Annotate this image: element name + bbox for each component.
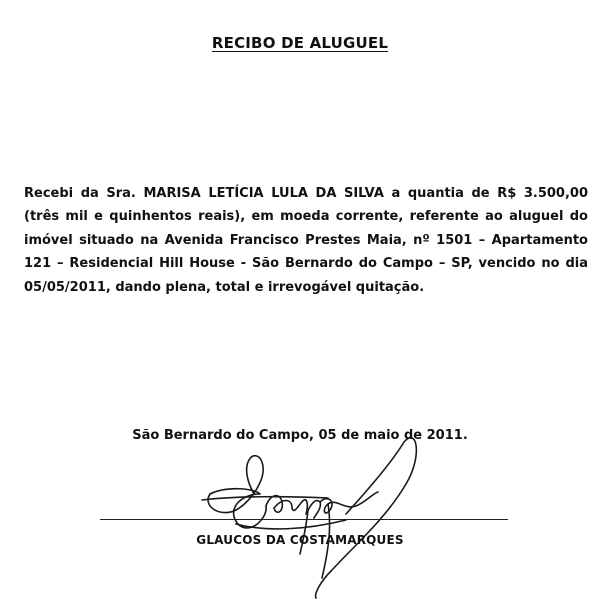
- handwritten-signature: [196, 432, 426, 602]
- place-and-date: São Bernardo do Campo, 05 de maio de 2011.: [132, 428, 468, 443]
- receipt-body-text: a quantia de R$ 3.500,00 (três mil e quinhentos reais), em moeda corrente, referente ao aluguel do imóvel situado na Avenida Francisco Prestes Maia, nº 1501 – Apartamento 121 – Residencial Hill House - São Bernardo do Campo – SP, vencido no dia 05/05/2011, dando plena, total e irrevogável quitação.: [24, 186, 588, 295]
- receipt-body: [24, 182, 588, 299]
- document-title-text: RECIBO DE ALUGUEL: [211, 34, 389, 52]
- signer-name: GLAUCOS DA COSTAMARQUES: [196, 533, 404, 547]
- payer-name: MARISA LETÍCIA LULA DA SILVA: [143, 186, 384, 201]
- receipt-body-intro: Recebi da Sra.: [24, 186, 144, 201]
- document-title: [0, 34, 600, 52]
